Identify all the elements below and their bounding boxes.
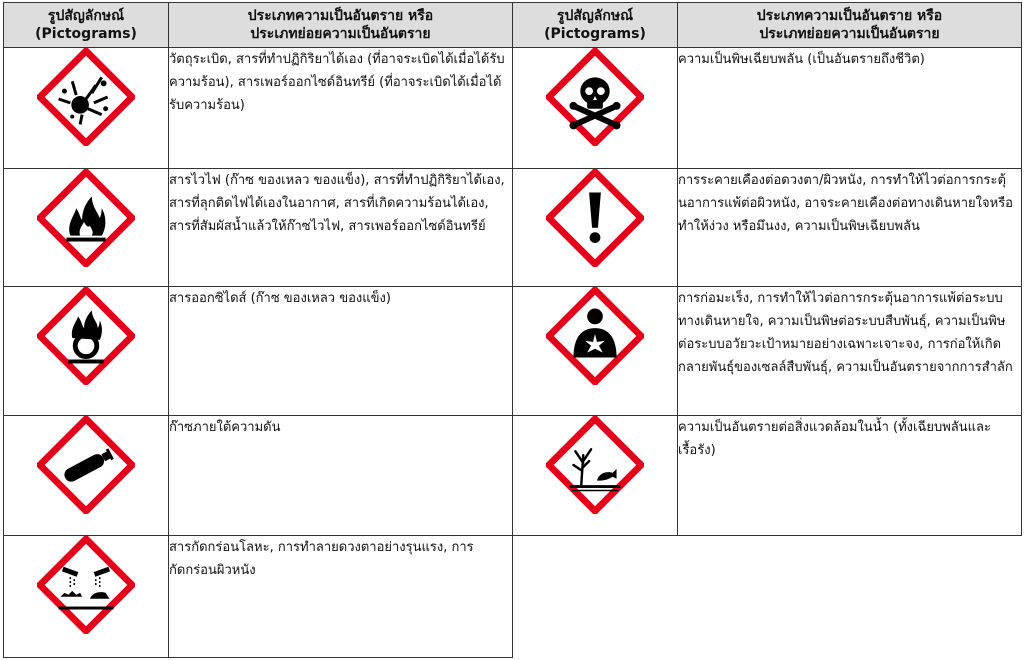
empty-cell (513, 536, 1022, 658)
health-hazard-icon (546, 287, 644, 385)
exclamation-mark-icon (546, 169, 644, 267)
pictogram-cell (4, 416, 169, 536)
hazard-description: สารไวไฟ (ก๊าซ ของเหลว ของแข็ง), สารที่ทำปฏิกิริยาได้เอง, สารที่ลุกติดไฟได้เองในอากาศ, สารที่เกิดความร้อนได้เอง, สารที่สัมผัสน้ำแล้วให้ก๊าซไวไฟ, สารเพอร์ออกไซด์อินทรีย์ (169, 169, 513, 287)
flame-over-circle-icon (37, 287, 135, 385)
table-row (4, 48, 1022, 169)
pictogram-cell (513, 169, 678, 287)
exploding-bomb-icon (37, 48, 135, 146)
table-row (4, 287, 1022, 416)
pictogram-cell (513, 287, 678, 416)
hazard-description: ความเป็นพิษเฉียบพลัน (เป็นอันตรายถึงชีวิต) (678, 48, 1022, 169)
header-pictogram-right: รูปสัญลักษณ์ (Pictograms) (513, 3, 678, 48)
hazard-description: สารออกซิไดส์ (ก๊าซ ของเหลว ของแข็ง) (169, 287, 513, 416)
header-hazard-right: ประเภทความเป็นอันตราย หรือ ประเภทย่อยความเป็นอันตราย (678, 3, 1022, 48)
header-hazard-left: ประเภทความเป็นอันตราย หรือ ประเภทย่อยความเป็นอันตราย (169, 3, 513, 48)
table-row (4, 416, 1022, 536)
pictogram-cell (513, 416, 678, 536)
gas-cylinder-icon (37, 416, 135, 514)
hazard-description: ก๊าซภายใต้ความดัน (169, 416, 513, 536)
pictogram-cell (4, 536, 169, 658)
header-row (4, 3, 1022, 48)
hazard-description: ความเป็นอันตรายต่อสิ่งแวดล้อมในน้ำ (ทั้งเฉียบพลันและเรื้อรัง) (678, 416, 1022, 536)
header-pictogram-left: รูปสัญลักษณ์ (Pictograms) (4, 3, 169, 48)
pictogram-cell (4, 287, 169, 416)
table-row (4, 536, 1022, 658)
pictogram-cell (4, 169, 169, 287)
hazard-description: การก่อมะเร็ง, การทำให้ไวต่อการกระตุ้นอาการแพ้ต่อระบบทางเดินหายใจ, ความเป็นพิษต่อระบบสืบพันธุ์, ความเป็นพิษต่อระบบอวัยวะเป้าหมายอย่างเฉพาะเจาะจง, การก่อให้เกิดกลายพันธุ์ของเซลล์สืบพันธุ์, ความเป็นอันตรายจากการสำลัก (678, 287, 1022, 416)
environment-icon (546, 416, 644, 514)
hazard-description: วัตถุระเบิด, สารที่ทำปฏิกิริยาได้เอง (ที่อาจระเบิดได้เมื่อได้รับความร้อน), สารเพอร์ออกไซด์อินทรีย์ (ที่อาจระเบิดได้เมื่อได้รับความร้อน) (169, 48, 513, 169)
pictogram-cell (4, 48, 169, 169)
corrosion-icon (37, 536, 135, 634)
hazard-description: สารกัดกร่อนโลหะ, การทำลายดวงตาอย่างรุนแรง, การกัดกร่อนผิวหนัง (169, 536, 513, 658)
skull-crossbones-icon (546, 48, 644, 146)
pictogram-cell (513, 48, 678, 169)
ghs-pictogram-table (3, 2, 1022, 658)
hazard-description: การระคายเคืองต่อดวงตา/ผิวหนัง, การทำให้ไวต่อการกระตุ้นอาการแพ้ต่อผิวหนัง, อาจระคายเคืองต่อทางเดินหายใจหรือทำให้ง่วง หรือมึนงง, ความเป็นพิษเฉียบพลัน (678, 169, 1022, 287)
flame-icon (37, 169, 135, 267)
table-row (4, 169, 1022, 287)
